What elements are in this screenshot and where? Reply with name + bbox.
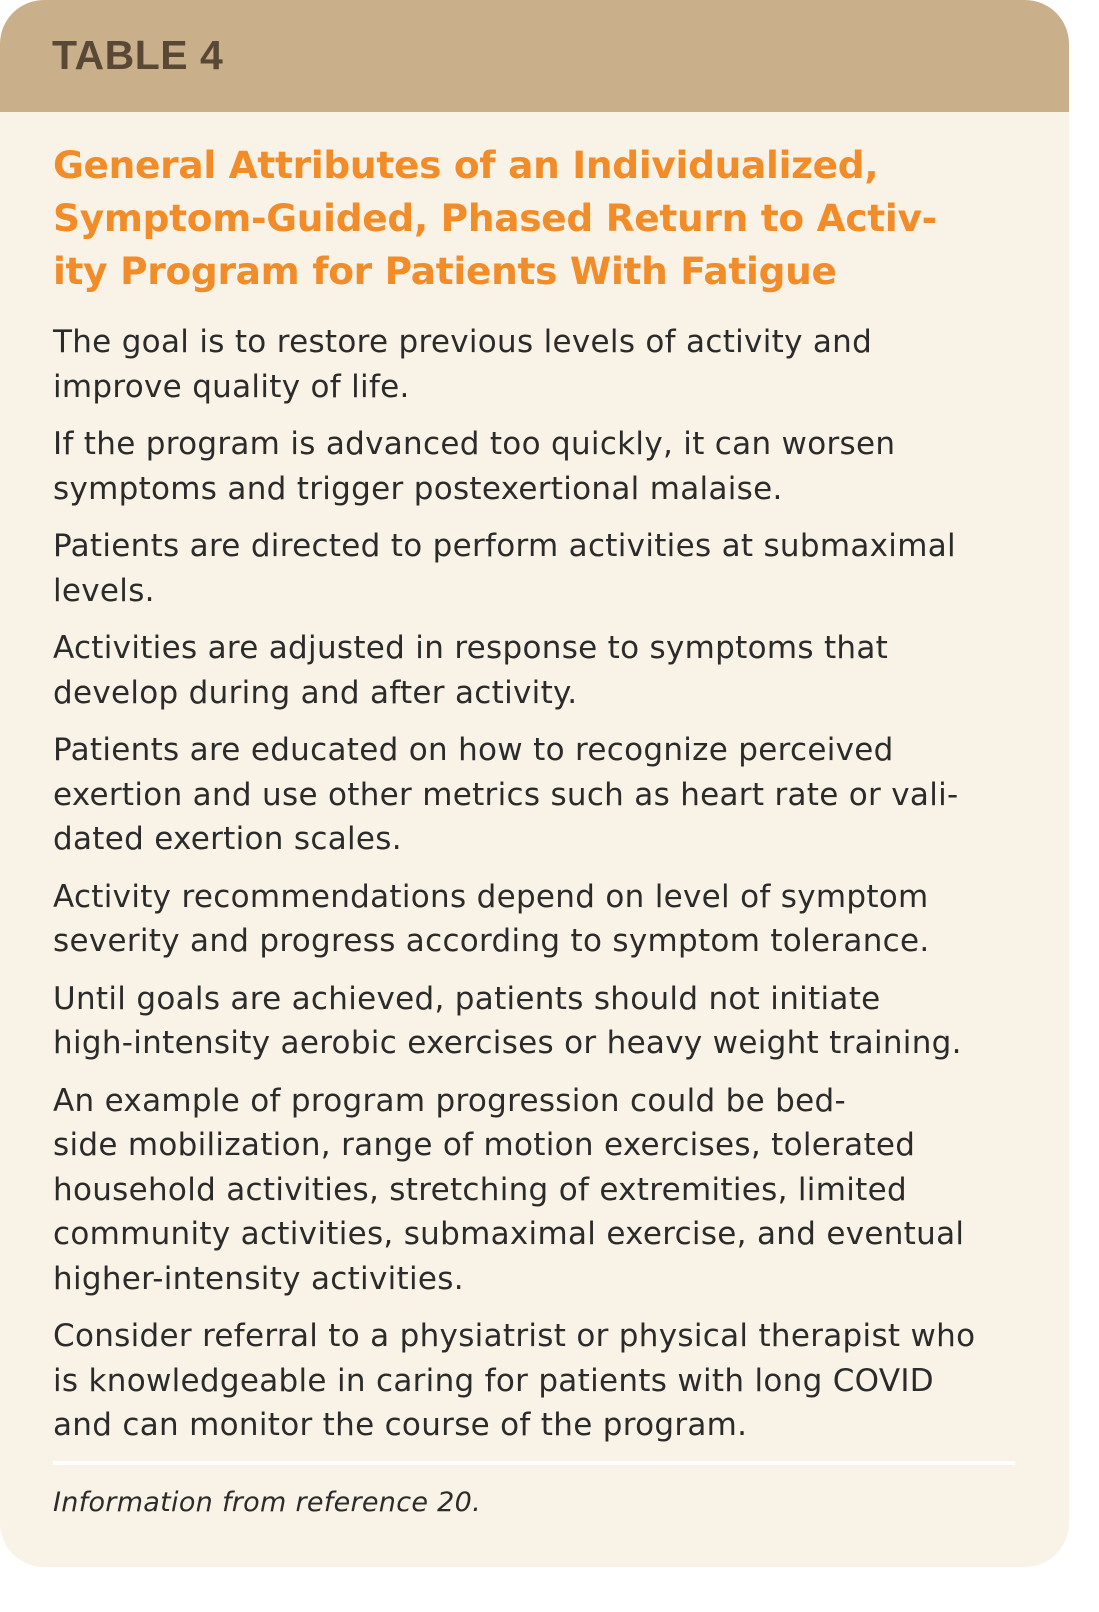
row-text-line: side mobilization, range of motion exercises, tolerated [53,1127,916,1163]
table-header-band [0,0,1069,112]
table-row [53,524,1018,613]
row-text-line: household activities, stretching of extremities, limited [53,1171,907,1208]
table-label: TABLE 4 [52,32,224,78]
table-title-line: ity Program for Patients With Fatigue [53,249,837,293]
row-text-line: If the program is advanced too quickly, it can worsen [53,426,896,462]
row-text-line: and can monitor the course of the program. [53,1407,748,1443]
table-row [53,422,1018,511]
row-text-line: Activities are adjusted in response to symptoms that [53,630,889,666]
table-row [53,1314,1018,1448]
table-title-line: Symptom-Guided, Phased Return to Activ- [53,196,937,240]
row-text-line: dated exertion scales. [53,821,402,857]
table-row [53,728,1018,862]
table-row [53,977,1018,1066]
table-rows [53,320,1018,1448]
table-row [53,1079,1018,1302]
footnote-divider [53,1461,1015,1465]
row-text-line: Activity recommendations depend on level of symptom [53,878,929,915]
row-text-line: An example of program progression could be bed- [53,1082,846,1119]
row-text-line: Patients are educated on how to recognize perceived [53,732,894,768]
row-text-line: high-intensity aerobic exercises or heavy weight training. [53,1025,962,1061]
row-text-line: The goal is to restore previous levels of activity and [53,324,873,360]
row-text-line: exertion and use other metrics such as heart rate or vali- [53,776,959,813]
table-title-line: General Attributes of an Individualized, [53,143,879,187]
row-text-line: levels. [53,572,155,609]
table-title [53,139,1013,298]
row-text-line: Patients are directed to perform activities at submaximal [53,528,956,564]
table-row [53,875,1018,964]
row-text-line: develop during and after activity. [53,674,578,711]
table-footnote: Information from reference 20. [53,1487,481,1518]
row-text-line: Until goals are achieved, patients should not initiate [53,980,881,1017]
row-text-line: improve quality of life. [53,368,410,405]
table-row [53,320,1018,409]
row-text-line: community activities, submaximal exercise, and eventual [53,1216,965,1252]
row-text-line: is knowledgeable in caring for patients with long COVID [53,1362,934,1399]
row-text-line: higher-intensity activities. [53,1260,464,1297]
row-text-line: Consider referral to a physiatrist or physical therapist who [53,1318,976,1354]
row-text-line: symptoms and trigger postexertional malaise. [53,470,783,507]
table-row [53,626,1018,715]
row-text-line: severity and progress according to symptom tolerance. [53,923,930,959]
